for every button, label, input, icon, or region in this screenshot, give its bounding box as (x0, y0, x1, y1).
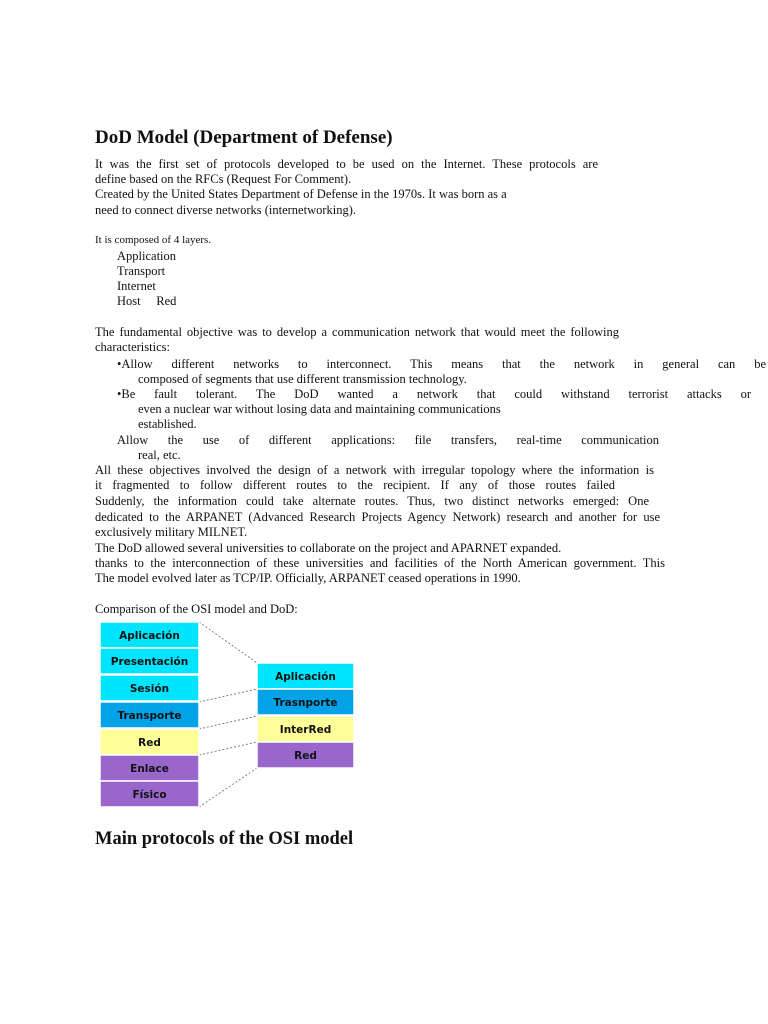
connector-line (199, 742, 257, 755)
bullet-1-line-1: •Allow different networks to interconnect. This means that the network in general can be (117, 357, 766, 371)
history-line-2: it fragmented to follow different routes to the recipient. If any of those routes failed (95, 478, 615, 492)
connector-line (199, 716, 257, 729)
dod-layer-label: Red (294, 750, 317, 762)
bullet-3-line-2: real, etc. (138, 448, 181, 462)
objective-line-2: characteristics: (95, 340, 170, 354)
history-line-8: The model evolved later as TCP/IP. Officially, ARPANET ceased operations in 1990. (95, 571, 521, 585)
history-line-6: The DoD allowed several universities to collaborate on the project and APARNET expanded. (95, 541, 562, 555)
osi-layer-label: Sesión (129, 683, 170, 695)
dod-layer (257, 742, 354, 768)
comparison-caption: Comparison of the OSI model and DoD: (95, 602, 298, 616)
history-line-3: Suddenly, the information could take alternate routes. Thus, two distinct networks emerged: One (95, 494, 649, 508)
bullet-2-line-2: even a nuclear war without losing data and maintaining communications (138, 402, 501, 416)
layer-item: Transport (117, 264, 166, 278)
osi-layer-label: Enlace (130, 763, 169, 775)
osi-layer (100, 755, 199, 781)
history-line-4: dedicated to the ARPANET (Advanced Research Projects Agency Network) research and another for use (95, 510, 660, 524)
history-line-1: All these objectives involved the design of a network with irregular topology where the information is (95, 463, 654, 477)
dod-layer-label: Trasnporte (273, 697, 338, 709)
osi-dod-comparison-diagram (95, 618, 365, 812)
dod-layer-label: InterRed (279, 724, 332, 736)
bullet-1-line-2: composed of segments that use different transmission technology. (138, 372, 467, 386)
dod-layer (257, 663, 354, 689)
bullet-2-line-1: •Be fault tolerant. The DoD wanted a network that could withstand terrorist attacks or (117, 387, 751, 401)
osi-layer-label: Físico (132, 789, 167, 801)
layer-item: Host Red (117, 294, 177, 308)
osi-layer (100, 729, 199, 755)
osi-layer (100, 781, 199, 807)
dod-layer (257, 716, 354, 742)
diagram-svg (95, 618, 365, 812)
connector-line (199, 689, 257, 702)
intro-line-1: It was the first set of protocols developed to be used on the Internet. These protocols are (95, 157, 598, 171)
layer-item: Internet (117, 279, 156, 293)
osi-layer (100, 648, 199, 674)
bullet-2-line-3: established. (138, 417, 197, 431)
osi-layer-label: Red (138, 737, 161, 749)
page-title: DoD Model (Department of Defense) (95, 127, 393, 148)
osi-layer (100, 622, 199, 648)
dod-layer-label: Aplicación (275, 671, 336, 683)
dod-stack (257, 663, 354, 768)
osi-layer (100, 702, 199, 728)
objective-line-1: The fundamental objective was to develop a communication network that would meet the following (95, 325, 619, 339)
history-line-5: exclusively military MILNET. (95, 525, 248, 539)
history-line-7: thanks to the interconnection of these universities and facilities of the North American government. This (95, 556, 665, 570)
layers-intro: It is composed of 4 layers. (95, 234, 212, 246)
bullet-3-line-1: Allow the use of different applications: file transfers, real-time communication (117, 433, 659, 447)
intro-line-4: need to connect diverse networks (internetworking). (95, 203, 357, 217)
layer-item: Application (117, 249, 177, 263)
dod-layer (257, 689, 354, 715)
osi-layer-label: Transporte (117, 710, 182, 722)
connector-line (199, 622, 257, 663)
osi-layer-label: Presentación (110, 656, 189, 668)
section-heading-protocols: Main protocols of the OSI model (95, 829, 354, 849)
osi-layer-label: Aplicación (119, 630, 180, 642)
intro-line-2: define based on the RFCs (Request For Comment). (95, 172, 352, 186)
connector-line (199, 768, 257, 807)
connector-lines (199, 622, 257, 807)
osi-layer (100, 675, 199, 701)
intro-line-3: Created by the United States Department of Defense in the 1970s. It was born as a (95, 187, 507, 201)
osi-stack (100, 622, 199, 807)
